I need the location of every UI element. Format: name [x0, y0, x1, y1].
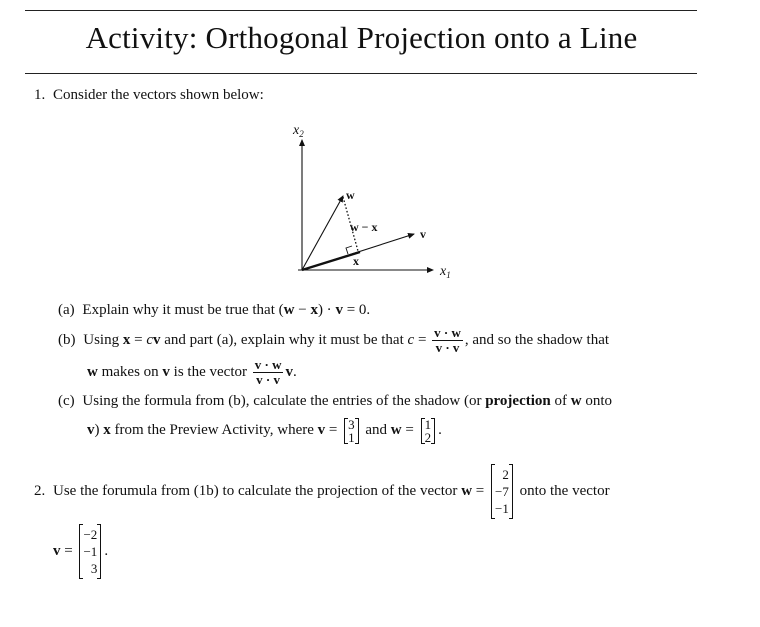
q1b-fraction-2: [253, 358, 284, 387]
q1c-line2-x: x: [103, 422, 111, 438]
q1c-line1: [58, 392, 612, 410]
q1c-line2-a: ): [94, 422, 104, 438]
q1c-label: (c): [58, 393, 75, 409]
q1a-text: [58, 301, 370, 319]
q1a-post: = 0.: [342, 302, 371, 318]
q1a-label: (a): [58, 302, 75, 318]
q1b-frac-den: v · v: [435, 340, 460, 356]
q2-number: 2.: [34, 483, 46, 499]
q1a-w: w: [283, 302, 295, 318]
matrix-entry: 3: [90, 561, 98, 577]
q1c-line2: [87, 410, 442, 450]
q1b-line1: [58, 322, 609, 358]
q1c-of: of: [550, 393, 571, 409]
q2-eq: =: [472, 483, 488, 499]
q1b-eq2: =: [414, 332, 431, 348]
q1c-line2-eq: =: [325, 422, 342, 438]
matrix-entry: 2: [502, 467, 509, 483]
q2-pre: Use the forumula from (1b) to calculate the projection of the vector: [53, 483, 462, 499]
q1a-mid: ) ·: [317, 302, 336, 318]
q1b-frac2-den: v · v: [256, 372, 281, 388]
v-label: v: [420, 227, 426, 241]
q1a-pre: Explain why it must be true that (: [82, 302, 284, 318]
q2-v: v: [53, 543, 61, 559]
q1-number: 1.: [34, 87, 46, 103]
q1c-end: .: [438, 422, 442, 438]
q1c-w-matrix: [421, 418, 436, 444]
q1c-eq2: =: [401, 422, 418, 438]
q1b-line2-end-v: v: [285, 364, 293, 380]
q1b-c: c: [146, 332, 153, 348]
q1b-v: v: [152, 332, 161, 348]
q2-post: onto the vector: [515, 483, 610, 499]
q1b-c2: c: [407, 332, 415, 348]
q1c-onto: onto: [581, 393, 612, 409]
q1b-x: x: [122, 332, 131, 348]
matrix-entry: −1: [83, 544, 98, 560]
q1c-line2-mid: from the Preview Activity, where: [110, 422, 318, 438]
q1b-frac2-num: v · w: [254, 357, 282, 373]
q1b-eq: =: [130, 332, 147, 348]
q2-v-matrix: [79, 524, 101, 579]
w-minus-x-label: w − x: [350, 220, 378, 234]
q2-line2: [53, 518, 108, 584]
q1c-line2-v2: v: [317, 422, 326, 438]
q1c-w: w: [570, 393, 582, 409]
x1-axis-label: $x_1$: [440, 264, 451, 280]
matrix-entry: −7: [495, 484, 509, 500]
q2-eq2: =: [60, 543, 77, 559]
q1b-line2-v: v: [162, 364, 170, 380]
q1b-post: , and so the shadow that: [464, 332, 610, 348]
matrix-entry: −1: [495, 501, 509, 517]
q1-prompt-text: Consider the vectors shown below:: [53, 87, 264, 103]
q1c-line2-v: v: [87, 422, 95, 438]
q1b-label: (b): [58, 332, 76, 348]
q1c-w2: w: [390, 422, 402, 438]
q1c-pre: Using the formula from (b), calculate the entries of the shadow (or: [82, 393, 486, 409]
q1b-using: Using: [83, 332, 123, 348]
q1b-mid: and part (a), explain why it must be that: [160, 332, 408, 348]
q1b-line2: [87, 354, 297, 390]
right-angle-mark: [346, 246, 352, 254]
q1c-and: and: [361, 422, 391, 438]
matrix-entry: 1: [424, 416, 432, 432]
q2-line1: [34, 458, 610, 524]
q1a-v: v: [335, 302, 343, 318]
x2-axis-label: $x_2$: [293, 123, 304, 139]
q1c-v-matrix: [344, 418, 359, 444]
q2-w: w: [461, 483, 473, 499]
q1c-bold-projection: projection: [485, 393, 551, 409]
q1b-line2-end: .: [292, 364, 297, 380]
q1a-x: x: [310, 302, 318, 318]
q1a-minus: −: [294, 302, 311, 318]
x-label: x: [353, 254, 359, 268]
q1b-fraction: [432, 326, 463, 355]
q1b-line2-post: is the vector: [169, 364, 251, 380]
page-title: Activity: Orthogonal Projection onto a Line: [85, 20, 638, 55]
q1b-line2-w: w: [87, 364, 98, 380]
matrix-entry: 3: [348, 416, 355, 432]
matrix-entry: 1: [348, 429, 355, 445]
q2-end: .: [104, 543, 109, 559]
matrix-entry: 2: [424, 429, 432, 445]
q2-w-matrix: [491, 464, 513, 519]
w-label: w: [346, 188, 355, 202]
matrix-entry: −2: [83, 527, 98, 543]
q1b-frac-num: v · w: [434, 325, 461, 341]
q1b-line2-mid: makes on: [97, 364, 163, 380]
